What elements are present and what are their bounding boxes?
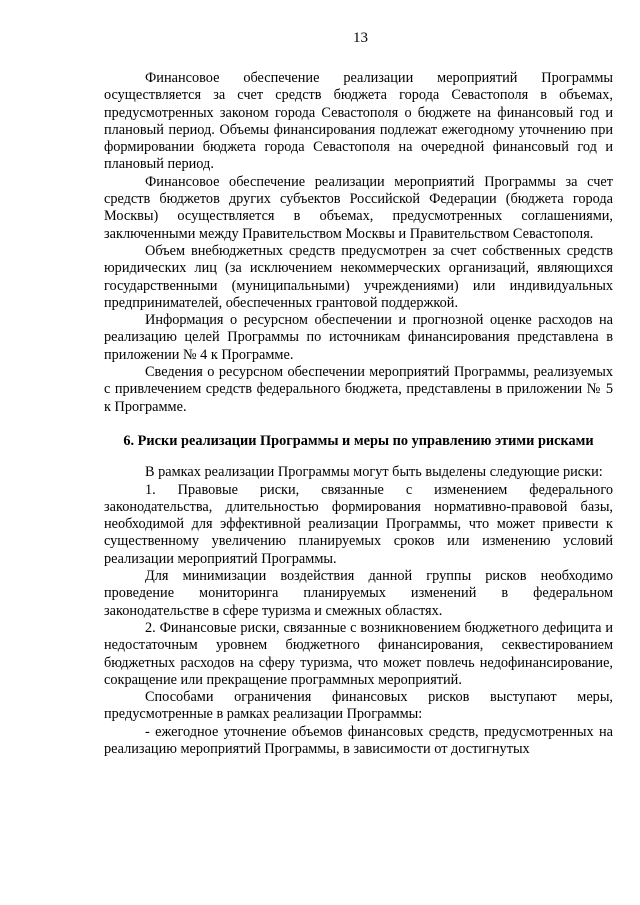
paragraph-extrabudgetary-funds: Объем внебюджетных средств предусмотрен за счет собственных средств юридических лиц (за исключением некоммерческих организаций, являющихся государственными (муниципальными) учреждениями) или индивидуальных предпринимателей, обеспеченных грантовой поддержкой. bbox=[104, 242, 613, 311]
paragraph-federal-budget-appendix-5: Сведения о ресурсном обеспечении мероприятий Программы, реализуемых с привлечением средств федерального бюджета, представлены в приложении № 5 к Программе. bbox=[104, 364, 613, 415]
paragraph-risks-intro: В рамках реализации Программы могут быть выделены следующие риски: bbox=[145, 464, 603, 481]
paragraph-financial-risks-measures: Способами ограничения финансовых рисков выступают меры, предусмотренные в рамках реализации Программы: bbox=[104, 689, 613, 723]
paragraph-financial-risks: 2. Финансовые риски, связанные с возникновением бюджетного дефицита и недостаточным уровнем бюджетного финансирования, секвестированием бюджетных расходов на сферу туризма, что может повлечь недофинансирование, сокращение или прекращение программных мероприятий. bbox=[104, 619, 613, 688]
paragraph-legal-risks-mitigation: Для минимизации воздействия данной группы рисков необходимо проведение мониторинга планируемых изменений в федеральном законодательстве в сфере туризма и смежных областях. bbox=[104, 568, 613, 619]
paragraph-annual-adjustment: - ежегодное уточнение объемов финансовых средств, предусмотренных на реализацию мероприятий Программы, в зависимости от достигнутых bbox=[104, 723, 613, 757]
page-number: 13 bbox=[353, 30, 368, 46]
paragraph-resource-info-appendix-4: Информация о ресурсном обеспечении и прогнозной оценке расходов на реализацию целей Программы по источникам финансирования представлена в приложении № 4 к Программе. bbox=[104, 312, 613, 363]
paragraph-legal-risks: 1. Правовые риски, связанные с изменением федерального законодательства, длительностью формирования нормативно-правовой базы, необходимой для эффективной реализации Программы, что может привести к существенному увеличению планируемых сроков или изменению условий реализации мероприятий Программы. bbox=[104, 481, 613, 567]
section-heading-risks: 6. Риски реализации Программы и меры по управлению этими рисками bbox=[123, 432, 594, 449]
paragraph-funding-moscow-budget: Финансовое обеспечение реализации мероприятий Программы за счет средств бюджетов других субъектов Российской Федерации (бюджета города Москвы) осуществляется в объемах, предусмотренных соглашениями, заключенными между Правительством Москвы и Правительством Севастополя. bbox=[104, 173, 613, 242]
paragraph-funding-sevastopol-budget: Финансовое обеспечение реализации мероприятий Программы осуществляется за счет средств бюджета города Севастополя в объемах, предусмотренных законом города Севастополя о бюджете на финансовый год и плановый период. Объемы финансирования подлежат ежегодному уточнению при формировании бюджета города Севастополя на очередной финансовый год и плановый период. bbox=[104, 70, 613, 173]
